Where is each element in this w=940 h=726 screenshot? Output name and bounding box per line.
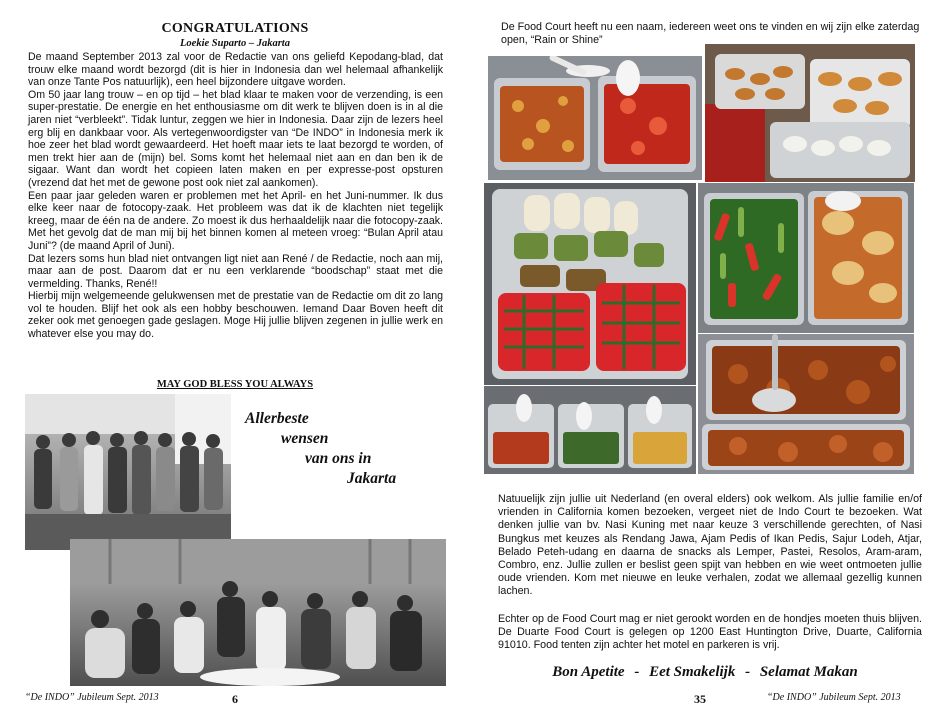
article-byline: Loekie Suparto – Jakarta	[180, 38, 290, 49]
right-page	[470, 0, 940, 726]
group-photo-standing	[25, 394, 231, 550]
motto-part: Eet Smakelijk	[649, 664, 736, 680]
left-page-number: 6	[232, 692, 238, 706]
motto-separator: -	[745, 664, 751, 680]
body-paragraph: Om 50 jaar lang trouw – en op tijd – het blad klaar te maken voor de verzending, is een super-prestatie. De energie en het enthousiasme om dit werk te blijven doen is in al die jaren niet “verbleekt”. Tidak luntur, zeggen we hier in Indonesia. Daar zijn de lezers heel erg blij en dankbaar voor. Als vertegenwoordigster van “De INDO” in Indonesia merk ik hoe zeer het blad wordt gewaardeerd. Het hoeft maar iets te laat bezorgd te worden, of men trekt hier aan de (mijn) bel. Soms komt het helemaal niet aan en dan ben ik de sigaar. Want dan wordt het copieen laten maken en per expresse-post opsturen (vrezend dat het met de gewone post ook niet zal aankomen).	[28, 88, 443, 189]
food-photo-wrapped-snacks	[484, 183, 696, 385]
right-footer: “De INDO” Jubileum Sept. 2013	[767, 692, 901, 703]
motto-separator: -	[634, 664, 640, 680]
blessing-line: MAY GOD BLESS YOU ALWAYS	[156, 379, 314, 390]
food-court-paragraph-1: Natuuelijk zijn jullie uit Nederland (en overal elders) ook welkom. Als jullie familie en/of vrienden in California komen bezoeken, vergeet niet de Indo Court te bezoeken. Wat denken jullie van bv. Nasi Kuning met naar keuze 3 verschillende gerechten, of Nasi Bungkus met keuzes als Rendang Jawa, Ajam Pedis of Ikan Pedis, Sajur Lodeh, Atjar, Belado Peteh-udang en daarna de snacks als Lemper, Pastei, Resolos, Aram-aram, Combro, enz. Jullie zullen er beslist geen spijt van hebben en wie weet ontmoeten jullie oude vrienden. Kom met nieuwe en leuke verhalen, zodat we allemaal gezellig kunnen lachen.	[498, 493, 922, 598]
wishes-line-3: van ons in	[305, 450, 372, 467]
food-court-intro: De Food Court heeft nu een naam, iedereen weet ons te vinden en wij zijn elke zaterdag open, “Rain or Shine”	[501, 21, 920, 46]
wishes-line-2: wensen	[281, 430, 329, 447]
food-photo-fried-snacks	[705, 44, 915, 182]
article-heading: CONGRATULATIONS	[161, 21, 309, 36]
wishes-line-1: Allerbeste	[245, 410, 309, 427]
body-paragraph: Dat lezers soms hun blad niet ontvangen ligt niet aan René / de Redactie, noch aan mij, maar aan de post. Daarom dat er nu een verklarende “boodschap” staat met die vermelding. Thanks, René!!	[28, 252, 443, 290]
motto-part: Selamat Makan	[759, 664, 858, 680]
body-paragraph: De maand September 2013 zal voor de Redactie van ons geliefd Kepodang-blad, dat trouw elke maand wordt bezorgd (dit is hier in Indonesia dan wel helemaal afhankelijk van onze Tante Pos natuurlijk), een heel bijzondere uitgave worden.	[28, 51, 443, 89]
food-photo-shredded-meat	[698, 334, 914, 474]
group-photo-seated	[70, 539, 446, 686]
food-photo-vegetables-chicken	[698, 183, 914, 333]
food-court-paragraph-2: Echter op de Food Court mag er niet gerookt worden en de hondjes moeten thuis blijven. De Duarte Food Court is gelegen op 1200 East Huntington Drive, Duarte, California 91010. Food tenten zijn achter het motel en parkeren is vrij.	[498, 613, 922, 652]
food-photo-trays-spoons	[488, 56, 702, 180]
body-paragraph: Hierbij mijn welgemeende gelukwensen met de prestatie van de Redactie om dit zo lang vol te houden. Blijf het ook als een hobby beschouwen. Iemand Daar Boven heeft dit zeker ook met genoegen gade geslagen. Moge Hij jullie blijven zegenen in jullie werk en whatever else you may do.	[28, 290, 443, 341]
food-photo-buffet-row	[484, 386, 696, 474]
right-page-number: 35	[694, 692, 706, 706]
motto-part: Bon Apetite	[552, 664, 625, 680]
body-paragraph: Een paar jaar geleden waren er problemen met het April- en het Juni-nummer. Ik dus elke keer naar de fotocopy-zaak. Het probleem was dat ik de klachten niet tegelijk kreeg, maar de één na de andere. Zo moest ik dus herhaaldelijk naar die fotocopy-zaak. Met het gevolg dat de man mij bij het binnen komen al meteen vroeg: “Bulan April atau Juni”? (de maand April of Juni).	[28, 189, 443, 252]
motto-line	[470, 664, 940, 681]
left-footer: “De INDO” Jubileum Sept. 2013	[25, 692, 159, 703]
wishes-line-4: Jakarta	[347, 470, 397, 487]
article-body	[28, 51, 443, 341]
